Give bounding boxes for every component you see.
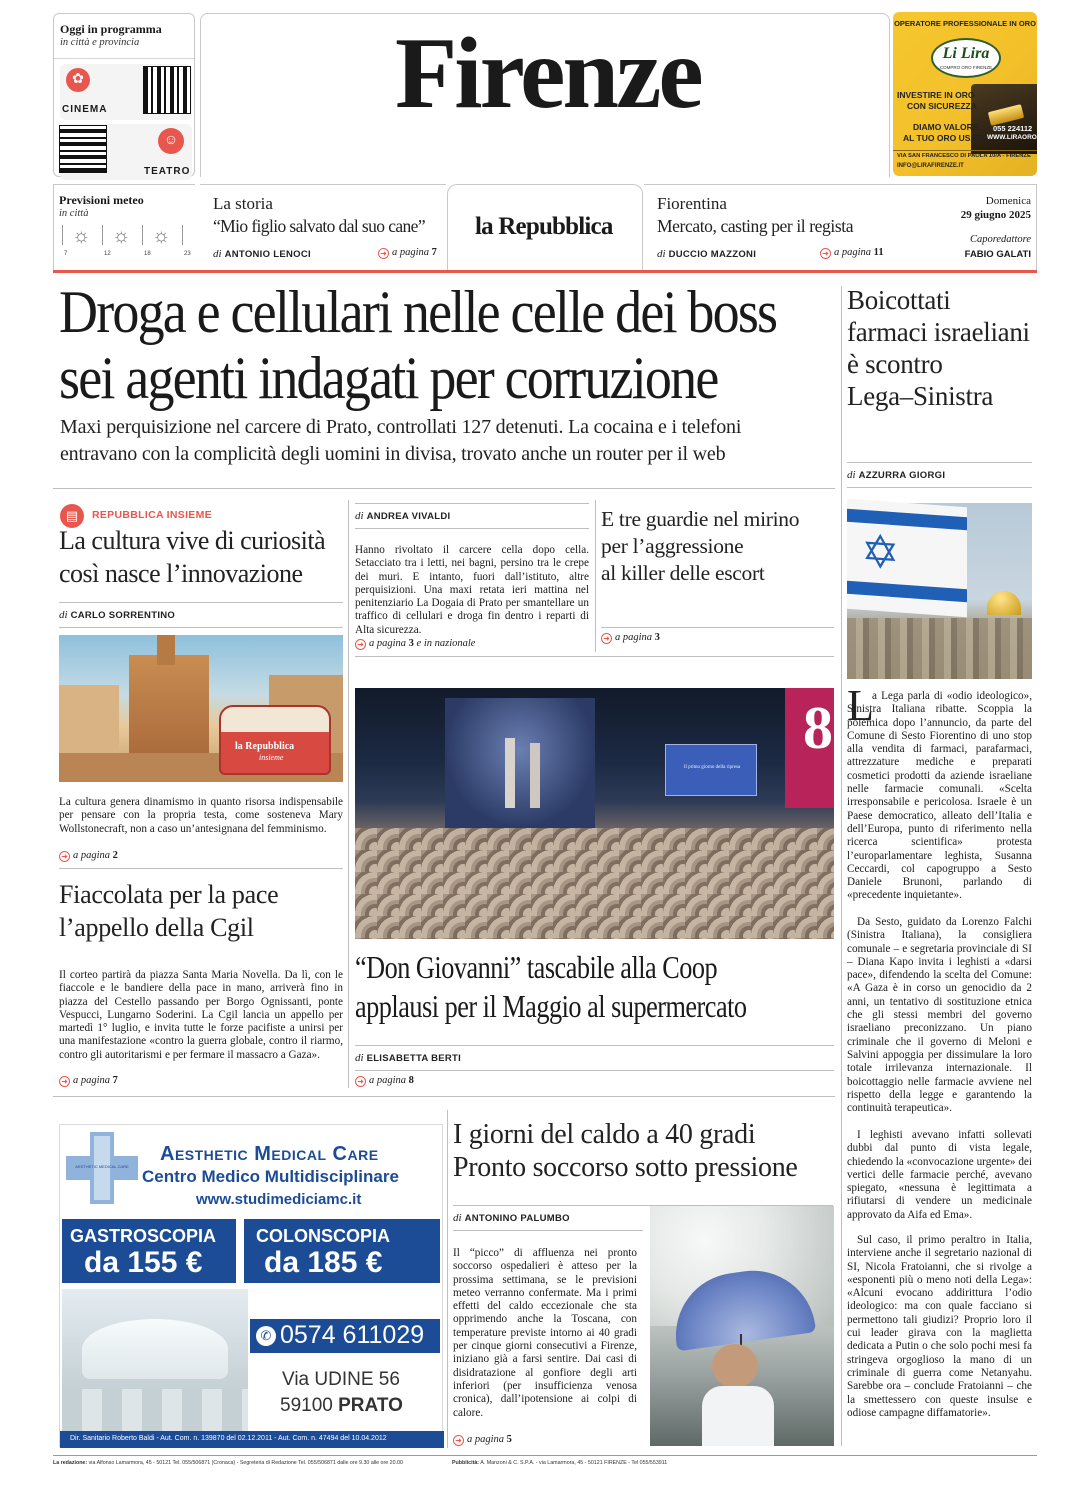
ref-label: a pagina xyxy=(73,850,111,861)
byline-di: di xyxy=(453,1212,462,1224)
giovanni-headline-1 xyxy=(355,948,835,986)
teatro-label: TEATRO xyxy=(144,166,191,177)
ref-page: 5 xyxy=(506,1434,512,1445)
ad-medical[interactable] xyxy=(59,1124,443,1447)
medical-city: PRATO xyxy=(338,1395,403,1416)
projection-screen xyxy=(665,744,757,796)
cgil-body: Il corteo partirà da piazza Santa Maria Novella. Da lì, con le fiaccole e le bandiere della pace in mano, arriverà fino in piazza del Cestello passando per Borgo Ognissanti, ponte Vespucci, Lungarno Soderini. La Cgil lancia un appello per martedì 1° luglio, e invita tutte le forze pacifiste a unirsi per una manifestazione «contro la guerra globale, contro il riarmo, contro gli autoritarismi e per fermare il massacro a Gaza». xyxy=(59,969,343,1061)
ref-label: a pagina xyxy=(73,1075,111,1086)
boicottati-headline-4: Lega–Sinistra xyxy=(847,381,994,411)
ref-page: 3 xyxy=(654,632,660,643)
masthead-title: Firenze xyxy=(395,17,701,130)
ref-page: 7 xyxy=(112,1075,118,1086)
guardie-headline-3: al killer delle escort xyxy=(601,561,765,585)
section-rule xyxy=(53,488,835,489)
lead-headline-2 xyxy=(59,345,839,411)
ref-label: a pagina xyxy=(369,1075,407,1086)
ad-lira-brand-sub: COMPRO ORO FIRENZE xyxy=(939,65,993,70)
film-reel-icon: ✿ xyxy=(66,68,90,92)
editor-name: FABIO GALATI xyxy=(964,249,1031,260)
medical-address-1: Via UDINE 56 xyxy=(282,1369,400,1390)
giovanni-headline-2 xyxy=(355,987,835,1025)
footer-redazione-label: La redazione: xyxy=(53,1460,88,1466)
fiorentina-author: DUCCIO MAZZONI xyxy=(668,249,757,260)
lead-body: Hanno rivoltato il carcere cella dopo cella. Setacciato tra i letti, nei bagni, persino tra le crepe dei muri. E intanto, fuori dall’istituto, altre perquisizioni. Una maxi retata ieri mattina nel penitenziario La Dogaia di Prato per smantellare un traffico di cellulari e droga fin dentro i reparti di Alta sicurezza. xyxy=(355,544,589,636)
meteo-title: Previsioni meteo xyxy=(59,193,144,207)
program-title: Oggi in programma xyxy=(60,22,162,36)
byline-di: di xyxy=(213,248,222,260)
insieme-page-link[interactable] xyxy=(59,850,118,862)
ad-lira-line1: INVESTIRE IN ORO xyxy=(897,90,975,100)
boicottati-headline-2: farmaci israeliani xyxy=(847,317,1030,347)
fiorentina-page-link[interactable] xyxy=(820,247,884,259)
teatro-card[interactable] xyxy=(60,124,192,180)
ref-page: 11 xyxy=(873,247,884,258)
red-divider xyxy=(53,270,1037,273)
van-icon xyxy=(219,705,331,775)
repubblica-logo: la Repubblica xyxy=(475,213,613,240)
ad-lira[interactable] xyxy=(893,12,1045,176)
israel-flag xyxy=(847,499,967,617)
ref-label: a pagina xyxy=(615,632,653,643)
program-subtitle: in città e provincia xyxy=(60,37,140,48)
cinema-label: CINEMA xyxy=(62,104,108,115)
fiorentina-headline: Mercato, casting per il regista xyxy=(657,216,854,236)
arrow-right-icon: ➜ xyxy=(59,851,70,862)
theatre-masks-icon: ☺ xyxy=(158,128,184,154)
lead-deck-1: Maxi perquisizione nel carcere di Prato, controllati 127 detenuti. La cocaina e i telefoni xyxy=(60,416,742,438)
medical-footer: Dir. Sanitario Roberto Baldi - Aut. Com. n. 139870 del 02.12.2011 - Aut. Com. n. 47494 del 10.04.2012 xyxy=(70,1435,387,1442)
caldo-page-link[interactable] xyxy=(453,1434,512,1446)
cgil-page-link[interactable] xyxy=(59,1075,118,1087)
giovanni-page-link[interactable] xyxy=(355,1075,414,1087)
insieme-body: La cultura genera dinamismo in quanto risorsa indispensabile per pensare con la propria testa, come sosteneva Mary Wollstonecraft, non a caso un’antesignana del femminismo. xyxy=(59,796,343,835)
meteo-hour: 12 xyxy=(104,251,111,257)
ref-extra: e in nazionale xyxy=(416,638,476,649)
sun-icon: ☼ xyxy=(152,225,171,247)
israel-flag-photo xyxy=(847,503,1032,679)
lead-headline-1 xyxy=(59,279,839,345)
offer-gastroscopia xyxy=(62,1219,236,1283)
arrow-right-icon: ➜ xyxy=(453,1435,464,1446)
medical-logo-caption: AESTHETIC MEDICAL CARE xyxy=(75,1164,129,1169)
footer-redazione-text: via Alfonso Lamarmora, 45 - 50121 Tel. 055/506871 (Cronaca) - Segreteria di Redazione Tel. 055/506871 dalle ore 9.30 alle ore 20.00 xyxy=(88,1460,403,1466)
don-giovanni-photo: Il primo giorno della ripresa 8 xyxy=(355,688,834,939)
byline-di: di xyxy=(657,248,666,260)
medical-phone: 0574 611029 xyxy=(280,1321,425,1349)
umbrella-photo xyxy=(650,1206,834,1446)
lead-deck-2: entravano con la complicità degli uomini in divisa, trovato anche un router per il web xyxy=(60,443,726,465)
insieme-kicker: REPUBBLICA INSIEME xyxy=(92,509,212,521)
byline-di: di xyxy=(355,1052,364,1064)
footer-pubblicita-label: Pubblicità: xyxy=(452,1460,480,1466)
meteo-hour: 18 xyxy=(144,251,151,257)
boicottati-headline-3: è scontro xyxy=(847,349,943,379)
issue-date: 29 giugno 2025 xyxy=(960,209,1031,221)
ref-label: a pagina xyxy=(392,247,430,258)
dome-icon xyxy=(987,591,1021,615)
insieme-icon: ▤ xyxy=(60,504,84,528)
insieme-headline-1: La cultura vive di curiosità xyxy=(59,526,326,555)
fiorentina-box[interactable] xyxy=(644,184,890,270)
guardie-headline-2: per l’aggressione xyxy=(601,534,744,558)
arrow-right-icon: ➜ xyxy=(820,248,831,259)
storia-headline: “Mio figlio salvato dal suo cane” xyxy=(213,216,426,236)
ad-lira-line4: AL TUO ORO USATO xyxy=(903,133,988,143)
caldo-body: Il “picco” di affluenza nei pronto soccorso ospedalieri è atteso per la prossima settimana, se le previsioni meteo verranno confermate. Ma i primi effetti del caldo eccezionale che sta opprimendo anche la Toscana, con temperature previste intorno ai 40 gradi per cinque giorni consecutivi a Firenze, iniziano già a farsi sentire. Dai casi di disidratazione al gonfiore degli arti inferiori (per insufficienza venosa cronica), dall’ipotensione ai colpi di calore. xyxy=(453,1247,637,1419)
ad-lira-phone: 055 224112 xyxy=(993,124,1033,133)
caldo-author: ANTONINO PALUMBO xyxy=(464,1213,570,1224)
footer-pubblicita xyxy=(452,1460,667,1466)
medical-address-2 xyxy=(280,1395,403,1417)
guardie-headline-1: E tre guardie nel mirino xyxy=(601,507,800,531)
lead-author: ANDREA VIVALDI xyxy=(366,511,451,522)
ad-lira-address: VIA SAN FRANCESCO DI PAOLA 10/A - FIRENZE xyxy=(897,153,1031,159)
column-rule xyxy=(841,286,842,1446)
offer2-name: COLONSCOPIA xyxy=(256,1226,391,1246)
lead-headline-text: Droga e cellulari nelle celle dei boss xyxy=(59,279,777,345)
screen-text: Il primo giorno della ripresa xyxy=(683,765,741,770)
medical-cross-icon xyxy=(66,1132,138,1204)
boicottati-author: AZZURRA GIORGI xyxy=(858,470,946,481)
ad-lira-line2: CON SICUREZZA xyxy=(907,101,977,111)
offer1-name: GASTROSCOPIA xyxy=(70,1226,217,1246)
arrow-right-icon: ➜ xyxy=(355,639,366,650)
ref-label: a pagina xyxy=(369,638,407,649)
ref-page: 2 xyxy=(112,850,118,861)
ad-lira-brand: Li Lira xyxy=(942,45,990,62)
offer2-price: da 185 € xyxy=(264,1246,383,1279)
van-sub: insieme xyxy=(259,753,284,762)
ref-label: a pagina xyxy=(834,247,872,258)
ref-label: a pagina xyxy=(467,1434,505,1445)
guardie-page-link[interactable] xyxy=(601,632,660,644)
star-of-david-icon: ✡ xyxy=(861,525,900,580)
ref-page: 7 xyxy=(431,247,437,258)
meteo-hour: 7 xyxy=(64,251,68,257)
ad-lira-site: WWW.LIRAORO.IT xyxy=(987,134,1045,141)
offer-colonscopia xyxy=(244,1219,440,1283)
storia-box[interactable] xyxy=(200,184,446,270)
medical-subtitle: Centro Medico Multidisciplinare xyxy=(142,1167,399,1186)
giovanni-author: ELISABETTA BERTI xyxy=(366,1053,462,1064)
arrow-right-icon: ➜ xyxy=(378,248,389,259)
byline-di: di xyxy=(355,510,364,522)
ad-lira-header: OPERATORE PROFESSIONALE IN ORO xyxy=(894,19,1036,28)
editor-role: Caporedattore xyxy=(969,234,1031,245)
cgil-headline-2: l’appello della Cgil xyxy=(59,913,254,942)
logo-box xyxy=(447,184,643,270)
date-box xyxy=(890,184,1037,270)
giovanni-headline-text: “Don Giovanni” tascabile alla Coop xyxy=(355,949,718,985)
column-rule xyxy=(447,1110,448,1448)
footer-redazione xyxy=(53,1460,403,1466)
storia-author: ANTONIO LENOCI xyxy=(224,249,311,260)
medical-cap: 59100 xyxy=(280,1395,333,1416)
qr-code-icon xyxy=(60,126,106,172)
offer1-price: da 155 € xyxy=(84,1246,203,1279)
footer-pubblicita-text: A. Manzoni & C. S.P.A. - via Lamarmora, 45 - 50121 FIRENZE - Tel 055/553911 xyxy=(480,1460,668,1466)
phone-bar xyxy=(250,1319,440,1353)
storia-page-link[interactable] xyxy=(378,247,437,259)
boicottati-body-4: Sul caso, il primo peraltro in Italia, interviene anche il segretario nazional di SI, Nicola Fratoianni, che si rivolge a «esponenti più o meno noti della Lega»: «Alcuni evocano addirittura l’odio ideologico: ma con quale facciano si permettono tali giudizi? Proprio loro il cui leader girava con la maglietta dedicata a Putin o che solo pochi mesi fa stringeva orgoglioso la mano di un criminale di guerra come Netanyahu. Sarebbe ora – conclude Fratoianni – che la smettessero con queste insulse e odiose campagne diffamatorie». xyxy=(847,1234,1032,1419)
medical-footer-bar xyxy=(60,1431,444,1448)
ref-page: 8 xyxy=(408,1075,414,1086)
column-rule xyxy=(348,500,349,1088)
meteo-box xyxy=(53,184,195,270)
insieme-author: CARLO SORRENTINO xyxy=(70,610,176,621)
medical-site: www.studimediciamc.it xyxy=(196,1191,362,1208)
medical-brand: Aesthetic Medical Care xyxy=(160,1143,379,1165)
boicottati-body-3: I leghisti avevano infatti sollevati dubbi dal punto di vista legale, chiedendo la «convocazione urgente» dei vertici delle farmacie perché, avevano spiegato, «nessuna è legittimata a rifiutarsi di vendere un medicinale approvato da Aifa ed Ema». xyxy=(847,1129,1032,1221)
giovanni-headline-text: applausi per il Maggio al supermercato xyxy=(355,988,747,1024)
ad-lira-email: INFO@LIRAFIRENZE.IT xyxy=(897,163,964,169)
column-rule xyxy=(595,500,596,652)
phone-icon: ✆ xyxy=(256,1326,276,1346)
program-box xyxy=(53,13,195,177)
sun-icon: ☼ xyxy=(72,225,91,247)
clinic-photo xyxy=(62,1289,248,1435)
cgil-headline-1: Fiaccolata per la pace xyxy=(59,880,279,909)
fiorentina-kicker: Fiorentina xyxy=(657,194,727,213)
arrow-right-icon: ➜ xyxy=(601,633,612,644)
boicottati-body-2: Da Sesto, guidato da Lorenzo Falchi (Sinistra Italiana), la consigliera comunale – e segretaria provinciale di SI – Diana Kapo invita i leghisti a «darsi pace», difendendo la scelta del Comune: «A Gaza è in corso un genocidio da 2 anni, un tentativo di sostituzione etnica che gli stessi membri del governo israeliano preconizzano. Un piano criminale che il governo di Meloni e Salvini appoggia per dissimulare la loro totale irrilevanza internazionale. Il boicottaggio nelle farmacie avviene nel rispetto della legge e garantendo la continuità terapeutica». xyxy=(847,916,1032,1115)
boicottati-body-1: a Lega parla di «odio ideologico», Sinistra Italiana ribatte. Scoppia la polemica dopo l’annuncio, da parte del Comune di Sesto Fiorentino di uno stop alla vendita di farmaci, parafarmaci, attrezzature mediche e preparati cosmetici prodotti da aziende israeliane nelle farmacie comunali. «Scelta irresponsabile e pericolosa. Israele è un Paese democratico, alleato dell’Italia e dell’Europa, punto di riferimento nella ricerca scientifica» protesta l’europarlamentare leghista, Susanna Ceccardi, col capogruppo a Sesto Daniele Brunoni, parlando di «precedente inquietante». xyxy=(847,690,1032,902)
boicottati-dropcap: L xyxy=(847,681,874,730)
lead-headline-text: sei agenti indagati per corruzione xyxy=(59,345,718,411)
insieme-headline-2: così nasce l’innovazione xyxy=(59,559,303,588)
cinema-card[interactable] xyxy=(60,64,192,120)
byline-di: di xyxy=(59,609,68,621)
arrow-right-icon: ➜ xyxy=(59,1076,70,1087)
sun-icon: ☼ xyxy=(112,225,131,247)
qr-code-icon xyxy=(144,67,190,113)
caldo-headline-1: I giorni del caldo a 40 gradi xyxy=(453,1119,756,1150)
meteo-subtitle: in città xyxy=(59,208,89,219)
storia-kicker: La storia xyxy=(213,194,273,213)
palazzo-vecchio-illustration xyxy=(59,635,343,782)
arrow-right-icon: ➜ xyxy=(355,1076,366,1087)
boicottati-headline-1: Boicottati xyxy=(847,285,951,315)
ad-lira-line3: DIAMO VALORE xyxy=(913,122,979,132)
ref-page: 3 xyxy=(408,638,414,649)
issue-day: Domenica xyxy=(985,195,1031,207)
byline-di: di xyxy=(847,469,856,481)
lead-page-link[interactable] xyxy=(355,638,475,650)
meteo-hour: 23 xyxy=(184,251,191,257)
caldo-headline-2: Pronto soccorso sotto pressione xyxy=(453,1152,798,1183)
van-logo: la Repubblica xyxy=(235,741,295,752)
